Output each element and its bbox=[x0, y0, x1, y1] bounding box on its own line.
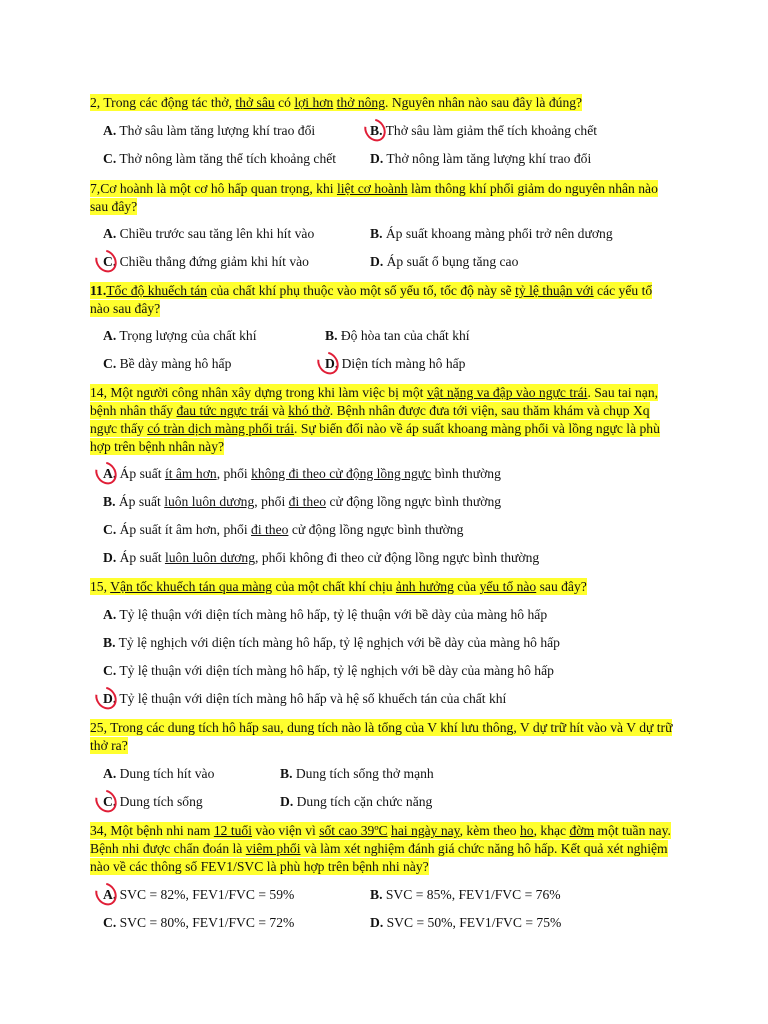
q7-option-d[interactable]: D. Áp suất ổ bụng tăng cao bbox=[370, 254, 519, 269]
q2-text: . Nguyên nhân nào sau đây là đúng? bbox=[385, 95, 583, 110]
q14-option-d[interactable]: D. Áp suất luôn luôn dương, phổi không đi theo cử động lồng ngực bình thường bbox=[103, 550, 540, 565]
answer-mark-q15 bbox=[91, 682, 121, 713]
q34-option-d[interactable]: D. SVC = 50%, FEV1/FVC = 75% bbox=[370, 915, 562, 930]
answer-mark-q25 bbox=[91, 785, 121, 816]
q25-option-d[interactable]: D. Dung tích cặn chức năng bbox=[280, 794, 433, 809]
question-25: 25, Trong các dung tích hô hấp sau, dung tích nào là tổng của V khí lưu thông, V dự trữ hít vào và V dự trữ thở ra? bbox=[90, 720, 673, 753]
q15-option-d[interactable]: D. Tỷ lệ thuận với diện tích màng hô hấp và hệ số khuếch tán của chất khí bbox=[103, 691, 507, 706]
answer-mark-q7 bbox=[91, 245, 121, 276]
question-15: 15, Vận tốc khuếch tán qua màng của một chất khí chịu ảnh hưởng của yếu tố nào sau đây? bbox=[90, 579, 587, 594]
q11-option-a[interactable]: A. Trọng lượng của chất khí bbox=[103, 328, 257, 343]
q14-option-a[interactable]: A. Áp suất ít âm hơn, phổi không đi theo cử động lồng ngực bình thường bbox=[103, 466, 501, 481]
q2-text: 2, Trong các động tác thở, bbox=[90, 95, 236, 110]
question-34: 34, Một bệnh nhi nam 12 tuổi vào viện vì sốt cao 39ºC hai ngày nay, kèm theo ho, khạc đờm một tuần nay. Bệnh nhi được chẩn đoán là viêm phổi và làm xét nghiệm đánh giá chức năng hô hấp. Kết quả xét nghiệm nào về các thông số FEV1/SVC là phù hợp trên bệnh nhi này? bbox=[90, 823, 671, 874]
q2-option-b[interactable]: B. Thở sâu làm giảm thể tích khoảng chết bbox=[370, 123, 598, 138]
q2-option-a[interactable]: A. Thở sâu làm tăng lượng khí trao đổi bbox=[103, 123, 316, 138]
question-14: 14, Một người công nhân xây dựng trong khi làm việc bị một vật nặng va đập vào ngực trái. Sau tai nạn, bệnh nhân thấy đau tức ngực trái và khó thở. Bệnh nhân được đưa tới viện, sau thăm khám và chụp Xq ngực thấy có tràn dịch màng phổi trái. Sự biến đổi nào về áp suất khoang màng phổi và lồng ngực là phù hợp trên bệnh nhân này? bbox=[90, 385, 660, 454]
q11-option-b[interactable]: B. Độ hòa tan của chất khí bbox=[325, 328, 470, 343]
q7-option-b[interactable]: B. Áp suất khoang màng phổi trở nên dương bbox=[370, 226, 613, 241]
answer-mark-q34 bbox=[91, 878, 121, 909]
question-2 bbox=[90, 94, 674, 112]
q2-option-c[interactable]: C. Thở nông làm tăng thể tích khoảng chết bbox=[103, 151, 337, 166]
q34-option-c[interactable]: C. SVC = 80%, FEV1/FVC = 72% bbox=[103, 915, 295, 930]
question-11: 11.Tốc độ khuếch tán của chất khí phụ thuộc vào một số yếu tố, tốc độ này sẽ tỷ lệ thuận với các yếu tố nào sau đây? bbox=[90, 283, 653, 316]
q14-option-b[interactable]: B. Áp suất luôn luôn dương, phổi đi theo cử động lồng ngực bình thường bbox=[103, 494, 502, 509]
q25-option-c[interactable]: C. Dung tích sống bbox=[103, 794, 203, 809]
q2-underline: lợi hơn bbox=[294, 95, 334, 110]
q14-option-c[interactable]: C. Áp suất ít âm hơn, phổi đi theo cử động lồng ngực bình thường bbox=[103, 522, 464, 537]
q7-option-a[interactable]: A. Chiều trước sau tăng lên khi hít vào bbox=[103, 226, 315, 241]
q15-option-c[interactable]: C. Tỷ lệ thuận với diện tích màng hô hấp, tỷ lệ nghịch với bề dày của màng hô hấp bbox=[103, 663, 554, 678]
q15-option-a[interactable]: A. Tỷ lệ thuận với diện tích màng hô hấp, tỷ lệ thuận với bề dày của màng hô hấp bbox=[103, 607, 548, 622]
q15-option-b[interactable]: B. Tỷ lệ nghịch với diện tích màng hô hấp, tỷ lệ nghịch với bề dày của màng hô hấp bbox=[103, 635, 560, 650]
q7-option-c[interactable]: C. Chiều thẳng đứng giảm khi hít vào bbox=[103, 254, 309, 269]
q34-option-b[interactable]: B. SVC = 85%, FEV1/FVC = 76% bbox=[370, 887, 561, 902]
answer-mark-q14 bbox=[91, 457, 121, 488]
q11-option-d[interactable]: D. Diện tích màng hô hấp bbox=[325, 356, 466, 371]
q2-underline: thở nông bbox=[336, 95, 386, 110]
question-7: 7,Cơ hoành là một cơ hô hấp quan trọng, khi liệt cơ hoành làm thông khí phổi giảm do nguyên nhân nào sau đây? bbox=[90, 181, 658, 214]
answer-mark-q2 bbox=[360, 114, 390, 145]
q2-option-d[interactable]: D. Thở nông làm tăng lượng khí trao đổi bbox=[370, 151, 592, 166]
q25-option-a[interactable]: A. Dung tích hít vào bbox=[103, 766, 215, 781]
q2-underline: thở sâu bbox=[235, 95, 275, 110]
q2-text: có bbox=[274, 95, 295, 110]
q25-option-b[interactable]: B. Dung tích sống thở mạnh bbox=[280, 766, 434, 781]
q11-option-c[interactable]: C. Bề dày màng hô hấp bbox=[103, 356, 232, 371]
q34-option-a[interactable]: A. SVC = 82%, FEV1/FVC = 59% bbox=[103, 887, 295, 902]
answer-mark-q11 bbox=[313, 347, 343, 378]
